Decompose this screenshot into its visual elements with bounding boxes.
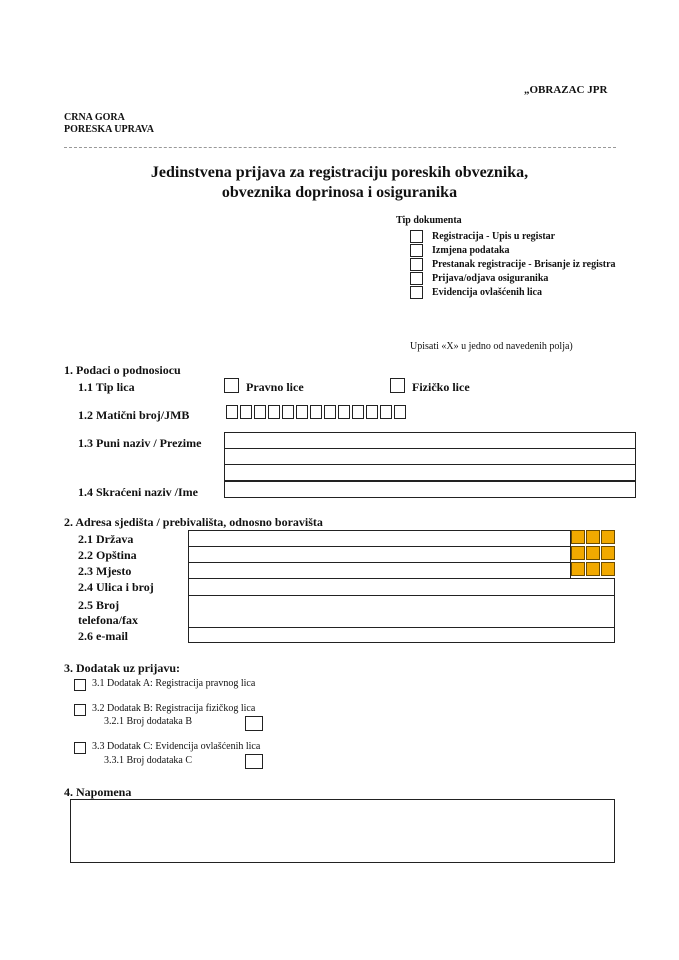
doc-type-heading: Tip dokumenta: [396, 215, 462, 226]
drzava-code-cell[interactable]: [571, 530, 585, 544]
telefon-label-2: telefona/fax: [78, 613, 138, 627]
tip-lica-label: 1.1 Tip lica: [78, 380, 135, 394]
drzava-code-cell[interactable]: [586, 530, 600, 544]
skraceni-naziv-input[interactable]: [224, 481, 636, 498]
mjesto-code-cell[interactable]: [601, 562, 615, 576]
puni-naziv-input-2[interactable]: [224, 448, 636, 465]
opstina-input[interactable]: [188, 546, 571, 563]
dodatak-b-label: 3.2 Dodatak B: Registracija fizičkog lica: [92, 703, 256, 714]
jmb-cell[interactable]: [296, 405, 308, 419]
skraceni-naziv-label: 1.4 Skraćeni naziv /Ime: [78, 485, 198, 499]
puni-naziv-input-1[interactable]: [224, 432, 636, 449]
opstina-code-cell[interactable]: [586, 546, 600, 560]
authority-label: PORESKA UPRAVA: [64, 124, 154, 135]
dodatak-a-label: 3.1 Dodatak A: Registracija pravnog lica: [92, 678, 256, 689]
option-registracija: Registracija - Upis u registar: [432, 231, 556, 242]
checkbox-prestanak[interactable]: [410, 258, 423, 271]
pravno-lice-checkbox[interactable]: [224, 378, 239, 393]
section4-heading: 4. Napomena: [64, 785, 132, 799]
instruction-text: Upisati «X» u jedno od navedenih polja): [410, 341, 573, 352]
dodatak-c-count-label: 3.3.1 Broj dodataka C: [104, 755, 193, 766]
option-prijava: Prijava/odjava osiguranika: [432, 273, 549, 284]
section2-heading: 2. Adresa sjedišta / prebivališta, odnosno boravišta: [64, 515, 323, 529]
jmb-cell[interactable]: [324, 405, 336, 419]
checkbox-prijava[interactable]: [410, 272, 423, 285]
pravno-lice-label: Pravno lice: [246, 380, 304, 394]
dodatak-a-checkbox[interactable]: [74, 679, 86, 691]
country-label: CRNA GORA: [64, 112, 125, 123]
ulica-label: 2.4 Ulica i broj: [78, 580, 154, 594]
title-line-1: Jedinstvena prijava za registraciju poreskih obveznika,: [150, 164, 529, 181]
puni-naziv-input-3[interactable]: [224, 464, 636, 481]
telefon-label-1: 2.5 Broj: [78, 598, 120, 612]
jmb-cell[interactable]: [282, 405, 294, 419]
mjesto-code-cell[interactable]: [586, 562, 600, 576]
drzava-input[interactable]: [188, 530, 571, 547]
dodatak-b-count-label: 3.2.1 Broj dodataka B: [104, 716, 193, 727]
jmb-cell[interactable]: [310, 405, 322, 419]
napomena-textarea[interactable]: [70, 799, 615, 863]
option-evidencija: Evidencija ovlašćenih lica: [432, 287, 542, 298]
option-izmjena: Izmjena podataka: [432, 245, 510, 256]
section1-heading: 1. Podaci o podnosiocu: [64, 363, 181, 377]
jmb-cell[interactable]: [254, 405, 266, 419]
maticni-broj-label: 1.2 Matični broj/JMB: [78, 408, 190, 422]
section3-heading: 3. Dodatak uz prijavu:: [64, 661, 181, 675]
fizicko-lice-label: Fizičko lice: [412, 380, 470, 394]
jmb-cell[interactable]: [380, 405, 392, 419]
mjesto-label: 2.3 Mjesto: [78, 564, 132, 578]
header-divider: [64, 147, 616, 148]
drzava-label: 2.1 Država: [78, 532, 134, 546]
drzava-code-cell[interactable]: [601, 530, 615, 544]
jmb-cell[interactable]: [394, 405, 406, 419]
checkbox-evidencija[interactable]: [410, 286, 423, 299]
option-prestanak: Prestanak registracije - Brisanje iz registra: [432, 259, 616, 270]
dodatak-b-count-input[interactable]: [245, 716, 263, 731]
mjesto-input[interactable]: [188, 562, 571, 579]
checkbox-izmjena[interactable]: [410, 244, 423, 257]
jmb-cell[interactable]: [366, 405, 378, 419]
fizicko-lice-checkbox[interactable]: [390, 378, 405, 393]
jmb-cell[interactable]: [226, 405, 238, 419]
ulica-input[interactable]: [188, 578, 615, 596]
jmb-cell[interactable]: [268, 405, 280, 419]
jmb-cell[interactable]: [338, 405, 350, 419]
mjesto-code-cell[interactable]: [571, 562, 585, 576]
email-label: 2.6 e-mail: [78, 629, 128, 643]
title-line-2: obveznika doprinosa i osiguranika: [221, 184, 458, 201]
dodatak-c-label: 3.3 Dodatak C: Evidencija ovlašćenih lica: [92, 741, 261, 752]
jmb-cell[interactable]: [240, 405, 252, 419]
jmb-cell[interactable]: [352, 405, 364, 419]
opstina-code-cell[interactable]: [601, 546, 615, 560]
form-code: „OBRAZAC JPR: [524, 84, 608, 96]
page-title: [0, 163, 679, 203]
dodatak-b-checkbox[interactable]: [74, 704, 86, 716]
dodatak-c-checkbox[interactable]: [74, 742, 86, 754]
checkbox-registracija[interactable]: [410, 230, 423, 243]
opstina-code-cell[interactable]: [571, 546, 585, 560]
puni-naziv-label: 1.3 Puni naziv / Prezime: [78, 436, 202, 450]
opstina-label: 2.2 Opština: [78, 548, 137, 562]
email-input[interactable]: [188, 627, 615, 643]
dodatak-c-count-input[interactable]: [245, 754, 263, 769]
telefon-input[interactable]: [188, 595, 615, 628]
